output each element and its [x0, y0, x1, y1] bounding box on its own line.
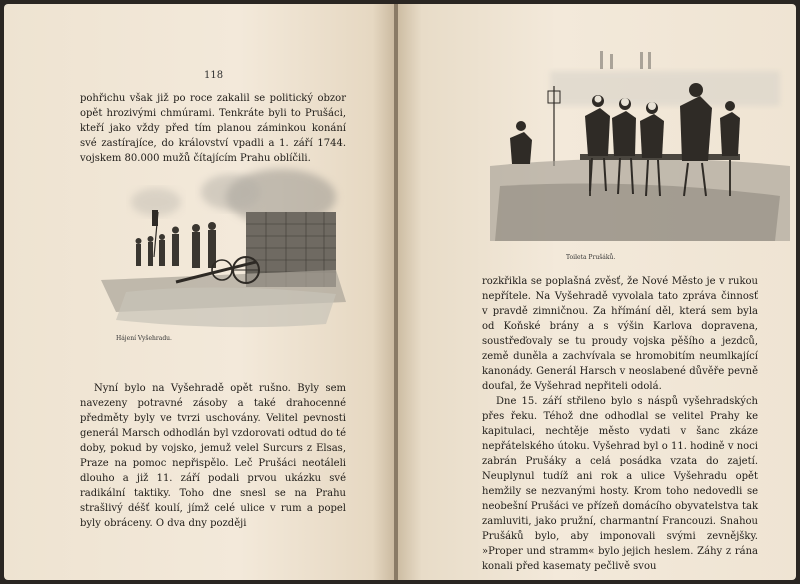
book-spread — [4, 4, 796, 580]
paragraph: Nyní bylo na Vyšehradě opět rušno. Byly sem navezeny potravné zásoby a také drahocenné předměty byly ve tvrzi uschovány. Velitel pevnosti generál Marsch odhodlán byl vzdorovati odtud do té doby, pokud by vojsko, jemuž velel Surcurs z Elsas, Praze na pomoc nepřispělo. Leč Prušáci neotáleli dlouho a již 11. září podali prvou ukázku své radikální taktiky. Toho dne snesl se na Prahu strašlivý déšť koulí, jímž celé ulice v rum a popel byly obráceny. O dva dny později — [80, 383, 346, 529]
paragraph: Dne 15. září střileno bylo s náspů vyšehradských přes řeku. Téhož dne odhodlal se velitel Prahy ke kapitulaci, nechtěje město vydati v šanc zkáze nepřátelského útoku. Vyšehrad byl o 11. hodině v noci zabrán Prušáky a celá posádka vzata do zajetí. Neuplynul tudíž ani rok a ulice Vyšehradu opět hemžily se nezvanými hosty. Krom toho nedovedli se neobešní Prušáci ve přízeň domácího obyvatelstva tak zamluviti, jako pružní, charmantní Francouzi. Snahou Prušáků bylo, aby imponovali svými zevnějšky. »Proper und stramm« bylo jejich heslem. Záhy z rána konali před kasematy pečlivě svou — [482, 396, 758, 572]
right-page — [398, 4, 796, 580]
left-page — [4, 4, 396, 580]
illustration-caption: Toileta Prušáků. — [566, 254, 616, 261]
right-text — [482, 274, 758, 574]
left-text-bottom — [80, 381, 346, 531]
left-text-top — [80, 91, 346, 166]
defense-illustration — [96, 162, 346, 332]
prussian-toilet-illustration — [490, 46, 790, 246]
page-number: 118 — [204, 70, 224, 81]
paragraph: rozkřikla se poplašná zvěsť, že Nové Město je v rukou nepřítele. Na Vyšehradě vyvolala tato zpráva činnosť v pravdě zimničnou. Za hřímání děl, která sem byla od Koňské brány a s výšin Karlova dopravena, soustřeďovaly se tu proudy vojska pěšího a jezdců, země duněla a zachvívala se hromobitím neumlkající kanonády. Generál Harsch v neoslabené důvěře pevně doufal, že Vyšehrad nepřiteli odolá. — [482, 276, 758, 392]
illustration-caption: Hájení Vyšehradu. — [116, 335, 172, 342]
paragraph: pohřichu však již po roce zakalil se politický obzor opět hrozivými chmúrami. Tenkráte byli to Prušáci, kteří jako vždy před tím planou záminkou konání své zastírajíce, do království vpadli a 1. září 1744. vojskem 80.000 mužů čítajícím Prahu oblíčili. — [80, 93, 346, 164]
